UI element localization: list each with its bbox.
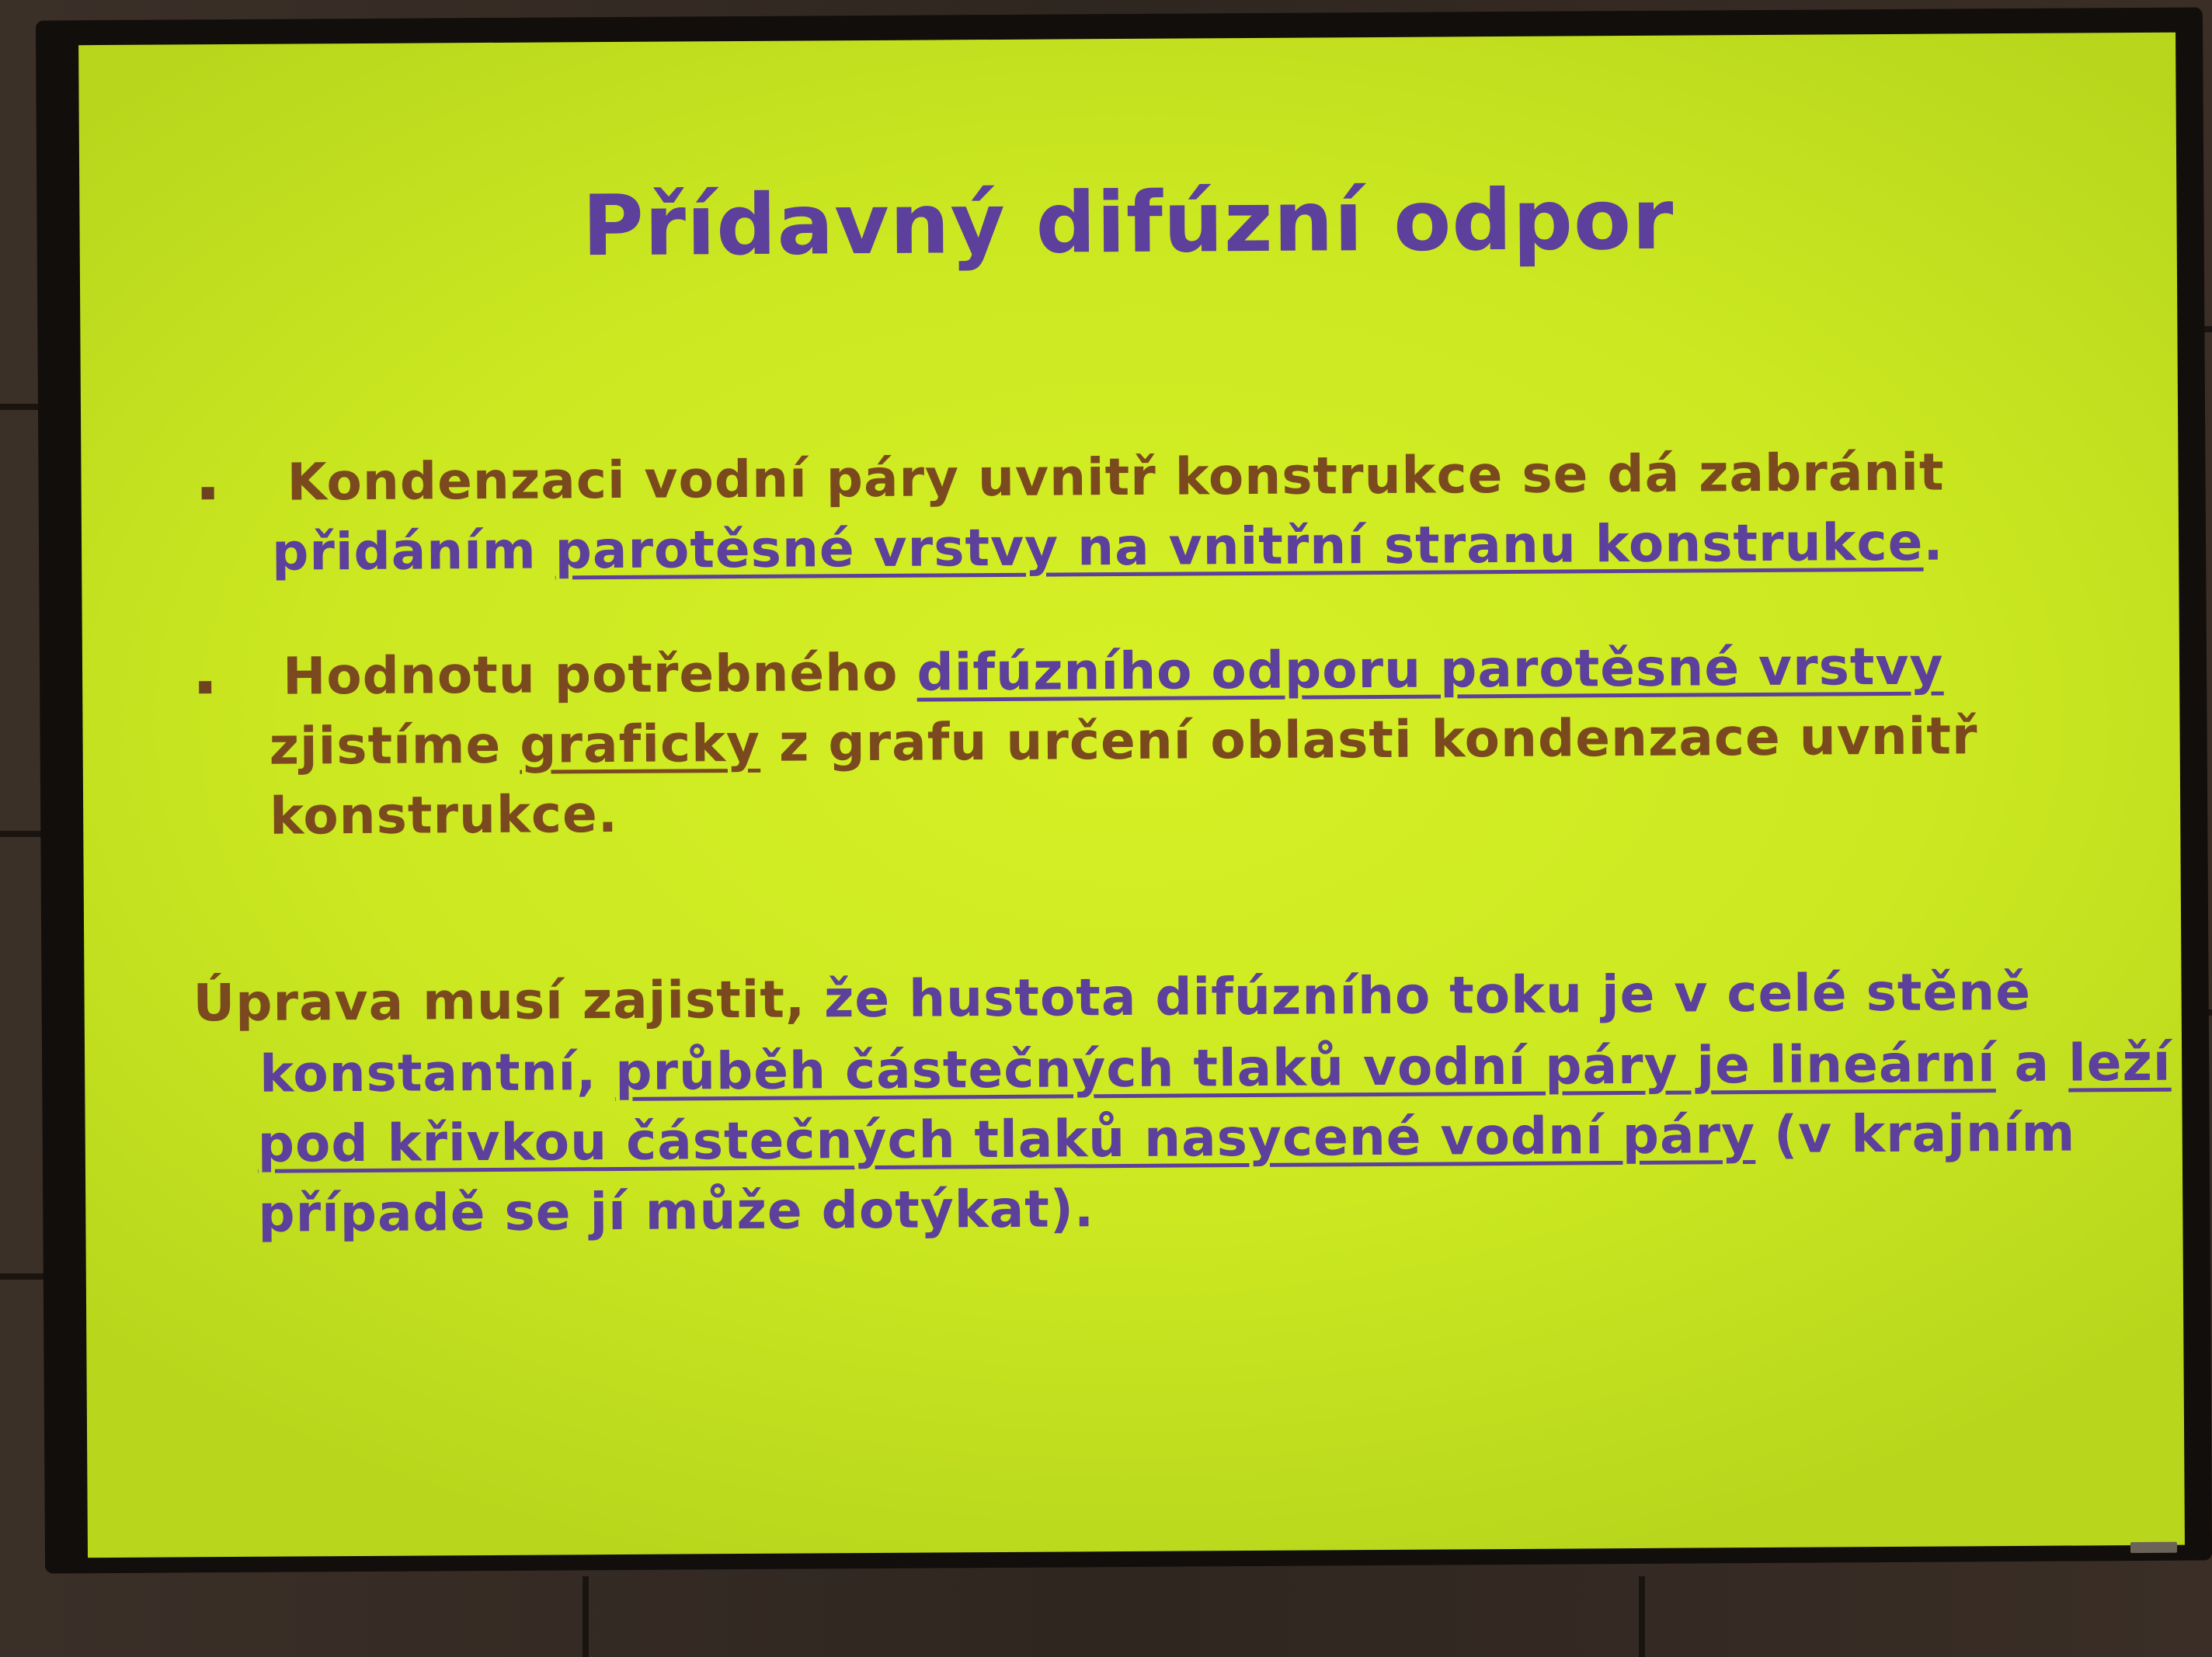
bullet2-underlined-word: graficky [520, 713, 761, 775]
paragraph-line2 [259, 1028, 2172, 1110]
bullet2-line1 [283, 632, 1944, 712]
slide-title: Přídavný difúzní odpor [582, 171, 1675, 276]
bullet1-line2-text: přidáním [271, 520, 555, 582]
projected-slide [78, 33, 2185, 1558]
wall-tile-line [583, 1576, 589, 1657]
bullet2-underlined-phrase: difúzního odporu parotěsné vrstvy [916, 636, 1944, 703]
bullet-marker [199, 681, 211, 693]
bullet1-line2 [272, 508, 1944, 588]
paragraph-underlined-word: leží [2068, 1032, 2172, 1093]
projector-brand-mark [2130, 1542, 2177, 1553]
bullet-marker [202, 487, 214, 499]
paragraph-line3-end: (v krajním [1755, 1103, 2076, 1165]
bullet1-period: . [1923, 512, 1944, 572]
paragraph-line2-mid: a [1995, 1033, 2069, 1094]
bullet1-line1: Kondenzaci vodní páry uvnitř konstrukce se dá zabránit [287, 442, 1945, 512]
bullet2-line2-text: zjistíme [269, 714, 520, 776]
paragraph-line1-rest: že hustota difúzního toku je v celé stěně [823, 961, 2032, 1030]
bullet2-line2 [269, 701, 1977, 781]
paragraph-line3 [257, 1099, 2075, 1179]
bullet2-line2-end: z grafu určení oblasti kondenzace uvnitř [760, 706, 1978, 773]
bullet2-line3: konstrukce. [269, 783, 619, 846]
paragraph-line4: případě se jí může dotýkat). [258, 1179, 1095, 1244]
paragraph-underlined-phrase-1: průběh částečných tlaků vodní páry je lineární [614, 1033, 1996, 1103]
paragraph-line1 [193, 957, 2031, 1038]
bullet2-line1-text: Hodnotu potřebného [282, 642, 917, 707]
wall-tile-line [1639, 1576, 1645, 1657]
bullet1-underlined-phrase: parotěsné vrstvy na vnitřní stranu konstrukce [555, 512, 1924, 581]
paragraph-line2-text: konstantní, [259, 1042, 616, 1104]
paragraph-underlined-phrase-2: pod křivkou částečných tlaků nasycené vodní páry [257, 1105, 1756, 1174]
projection-screen-frame [36, 7, 2212, 1573]
paragraph-line1-start: Úprava musí zajistit, [193, 969, 825, 1033]
